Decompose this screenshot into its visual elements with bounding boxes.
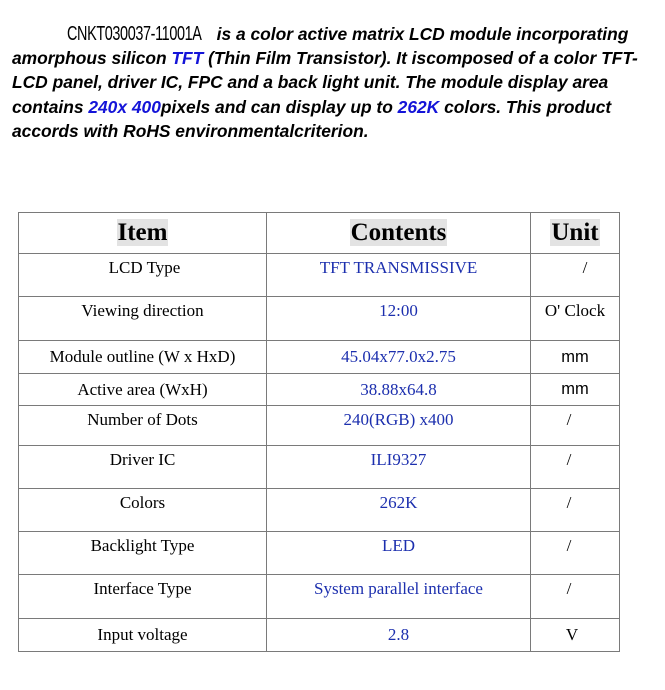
table-row <box>19 406 620 446</box>
resolution-highlight: 240x 400 <box>88 96 161 117</box>
table-row <box>19 489 620 532</box>
row-item: Colors <box>19 489 267 532</box>
row-contents: 262K <box>267 489 531 532</box>
row-unit: / <box>531 532 620 575</box>
table-row <box>19 374 620 406</box>
table-header-row <box>19 213 620 254</box>
intro-text-1: is a color active matrix LCD module incorporating amorphous silicon <box>12 24 629 69</box>
intro-text-2: (Thin Film Transistor). It iscomposed of a color TFT-LCD panel, driver IC, FPC and a back light unit. The module display area contains <box>12 48 638 117</box>
row-unit: / <box>531 489 620 532</box>
row-unit: / <box>531 254 620 297</box>
header-contents: Contents <box>267 213 531 254</box>
row-unit: O' Clock <box>531 297 620 341</box>
row-contents: 38.88x64.8 <box>267 374 531 406</box>
row-contents: 240(RGB) x400 <box>267 406 531 446</box>
table-row <box>19 341 620 374</box>
intro-text-3: pixels and can display up to <box>160 96 398 117</box>
row-unit: mm <box>531 374 620 406</box>
table-row <box>19 254 620 297</box>
row-contents: 12:00 <box>267 297 531 341</box>
header-unit: Unit <box>531 213 620 254</box>
table-row <box>19 297 620 341</box>
row-unit: / <box>531 575 620 619</box>
table-row <box>19 619 620 652</box>
row-item: Backlight Type <box>19 532 267 575</box>
row-item: Active area (WxH) <box>19 374 267 406</box>
row-item: Input voltage <box>19 619 267 652</box>
model-number: CNKT030037-11001A <box>67 23 202 45</box>
row-item: LCD Type <box>19 254 267 297</box>
row-item: Interface Type <box>19 575 267 619</box>
intro-text-4: colors. This product accords with RoHS environmentalcriterion. <box>12 96 612 141</box>
table-row <box>19 446 620 489</box>
row-item: Viewing direction <box>19 297 267 341</box>
row-unit: V <box>531 619 620 652</box>
colors-highlight: 262K <box>397 96 440 117</box>
row-contents: System parallel interface <box>267 575 531 619</box>
row-contents: 45.04x77.0x2.75 <box>267 341 531 374</box>
intro-paragraph <box>12 22 652 143</box>
row-contents: 2.8 <box>267 619 531 652</box>
row-contents: TFT TRANSMISSIVE <box>267 254 531 297</box>
table-row <box>19 532 620 575</box>
row-unit: / <box>531 406 620 446</box>
row-contents: LED <box>267 532 531 575</box>
row-unit: mm <box>531 341 620 374</box>
row-item: Module outline (W x HxD) <box>19 341 267 374</box>
row-unit: / <box>531 446 620 489</box>
row-item: Driver IC <box>19 446 267 489</box>
table-row <box>19 575 620 619</box>
spec-table <box>18 212 620 652</box>
tft-highlight: TFT <box>171 48 204 69</box>
row-item: Number of Dots <box>19 406 267 446</box>
row-contents: ILI9327 <box>267 446 531 489</box>
header-item: Item <box>19 213 267 254</box>
